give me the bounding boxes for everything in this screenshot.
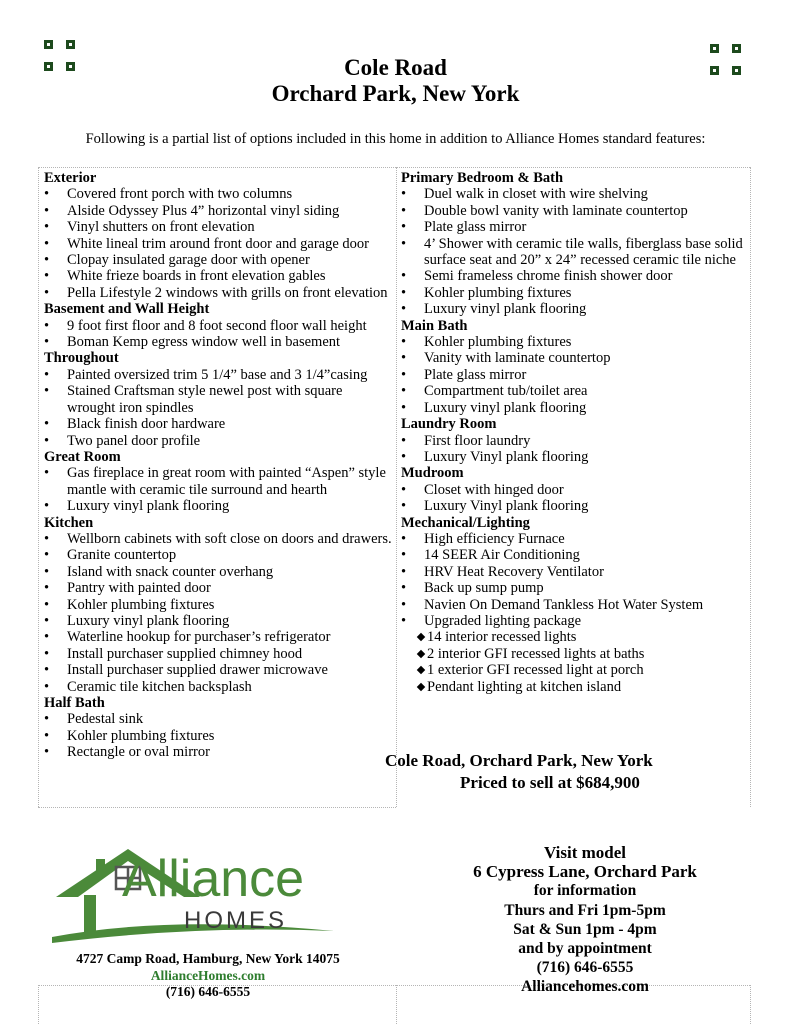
option-list bbox=[401, 433, 746, 466]
list-item: • Ceramic tile kitchen backsplash bbox=[44, 679, 394, 695]
visit-model-block bbox=[420, 843, 750, 997]
option-list bbox=[401, 531, 746, 629]
diamond-bullet-icon bbox=[417, 633, 425, 641]
list-item: • Duel walk in closet with wire shelving bbox=[401, 186, 746, 202]
list-item: • Navien On Demand Tankless Hot Water System bbox=[401, 597, 746, 613]
list-item: • Two panel door profile bbox=[44, 433, 394, 449]
sub-list-item bbox=[401, 662, 746, 678]
page-title: Cole Road bbox=[344, 55, 447, 80]
option-list bbox=[44, 711, 394, 760]
sub-list-item-text: Pendant lighting at kitchen island bbox=[427, 678, 622, 695]
option-list bbox=[44, 318, 394, 351]
list-item: • Back up sump pump bbox=[401, 580, 746, 596]
company-address-block bbox=[38, 951, 378, 1001]
list-item: • Luxury vinyl plank flooring bbox=[401, 301, 746, 317]
visit-website: Alliancehomes.com bbox=[521, 978, 649, 996]
list-item: • Kohler plumbing fixtures bbox=[401, 285, 746, 301]
section-heading: Half Bath bbox=[44, 695, 105, 711]
divider bbox=[38, 807, 396, 808]
list-item: • Closet with hinged door bbox=[401, 482, 746, 498]
page-subtitle: Orchard Park, New York bbox=[271, 81, 520, 106]
options-column-right bbox=[401, 170, 746, 695]
sub-list-item-text: 1 exterior GFI recessed light at porch bbox=[427, 662, 644, 679]
list-item: • 14 SEER Air Conditioning bbox=[401, 547, 746, 563]
option-list bbox=[44, 186, 394, 301]
price-amount: Priced to sell at $684,900 bbox=[460, 773, 640, 792]
list-item: • Compartment tub/toilet area bbox=[401, 383, 746, 399]
list-item: • Kohler plumbing fixtures bbox=[44, 728, 394, 744]
option-list bbox=[401, 334, 746, 416]
list-item: • Install purchaser supplied drawer microwave bbox=[44, 662, 394, 678]
option-list bbox=[44, 367, 394, 449]
visit-heading: Visit model bbox=[543, 843, 626, 862]
option-list bbox=[44, 531, 394, 695]
section-heading: Kitchen bbox=[44, 514, 94, 531]
divider bbox=[38, 167, 750, 168]
divider bbox=[750, 985, 751, 1024]
list-item: • Gas fireplace in great room with painted “Aspen” style mantle with ceramic tile surround and hearth bbox=[44, 465, 394, 498]
visit-phone: (716) 646-6555 bbox=[536, 959, 634, 977]
list-item: • Luxury vinyl plank flooring bbox=[401, 400, 746, 416]
logo-word-homes: HOMES bbox=[184, 907, 288, 934]
list-item: • Kohler plumbing fixtures bbox=[44, 597, 394, 613]
list-item: • Double bowl vanity with laminate countertop bbox=[401, 203, 746, 219]
section-heading: Laundry Room bbox=[401, 416, 497, 433]
list-item: • Waterline hookup for purchaser’s refrigerator bbox=[44, 629, 394, 645]
option-list bbox=[44, 465, 394, 514]
section-heading: Great Room bbox=[44, 448, 121, 465]
diamond-bullet-icon bbox=[417, 650, 425, 658]
list-item: • Black finish door hardware bbox=[44, 416, 394, 432]
visit-hours-weekday: Thurs and Fri 1pm-5pm bbox=[504, 901, 666, 919]
divider bbox=[396, 985, 397, 1024]
list-item: • Pella Lifestyle 2 windows with grills on front elevation bbox=[44, 285, 394, 301]
list-item: • Stained Craftsman style newel post with square wrought iron spindles bbox=[44, 383, 394, 416]
list-item: • Boman Kemp egress window well in basement bbox=[44, 334, 394, 350]
diamond-bullet-icon bbox=[417, 666, 425, 674]
divider bbox=[38, 167, 39, 807]
sub-list-item bbox=[401, 646, 746, 662]
section-heading: Main Bath bbox=[401, 317, 468, 334]
visit-appointment: and by appointment bbox=[518, 940, 652, 958]
alliance-homes-logo bbox=[48, 845, 338, 945]
list-item: • Pantry with painted door bbox=[44, 580, 394, 596]
company-address: 4727 Camp Road, Hamburg, New York 14075 bbox=[76, 951, 340, 966]
list-item: • Vanity with laminate countertop bbox=[401, 350, 746, 366]
visit-info: for information bbox=[533, 882, 637, 900]
section-heading: Throughout bbox=[44, 350, 119, 367]
list-item: • 4’ Shower with ceramic tile walls, fiberglass base solid surface seat and 20” x 24” recessed ceramic tile niche bbox=[401, 236, 746, 269]
sub-list-item-text: 14 interior recessed lights bbox=[427, 629, 577, 646]
list-item: • Rectangle or oval mirror bbox=[44, 744, 394, 760]
list-item: • Clopay insulated garage door with opener bbox=[44, 252, 394, 268]
list-item: • White frieze boards in front elevation gables bbox=[44, 268, 394, 284]
section-heading: Mudroom bbox=[401, 465, 464, 482]
intro-text: Following is a partial list of options included in this home in addition to Alliance Homes standard features: bbox=[85, 131, 706, 147]
list-item: • Pedestal sink bbox=[44, 711, 394, 727]
visit-hours-weekend: Sat & Sun 1pm - 4pm bbox=[513, 920, 657, 938]
options-column-left bbox=[44, 170, 394, 761]
sub-list-item bbox=[401, 629, 746, 645]
list-item: • First floor laundry bbox=[401, 433, 746, 449]
list-item: • HRV Heat Recovery Ventilator bbox=[401, 564, 746, 580]
section-heading: Basement and Wall Height bbox=[44, 301, 210, 318]
section-heading: Exterior bbox=[44, 170, 97, 186]
list-item: • Luxury vinyl plank flooring bbox=[44, 613, 394, 629]
sub-list-item bbox=[401, 679, 746, 695]
list-item: • High efficiency Furnace bbox=[401, 531, 746, 547]
list-item: • 9 foot first floor and 8 foot second floor wall height bbox=[44, 318, 394, 334]
section-heading: Primary Bedroom & Bath bbox=[401, 170, 564, 186]
list-item: • Semi frameless chrome finish shower door bbox=[401, 268, 746, 284]
company-phone: (716) 646-6555 bbox=[165, 984, 251, 999]
divider bbox=[396, 167, 397, 807]
company-website-link[interactable]: AllianceHomes.com bbox=[150, 967, 266, 983]
list-item: • Island with snack counter overhang bbox=[44, 564, 394, 580]
list-item: • White lineal trim around front door and garage door bbox=[44, 236, 394, 252]
list-item: • Install purchaser supplied chimney hood bbox=[44, 646, 394, 662]
option-list bbox=[401, 482, 746, 515]
list-item: • Covered front porch with two columns bbox=[44, 186, 394, 202]
list-item: • Alside Odyssey Plus 4” horizontal vinyl siding bbox=[44, 203, 394, 219]
sub-list-item-text: 2 interior GFI recessed lights at baths bbox=[427, 645, 645, 662]
list-item: • Luxury vinyl plank flooring bbox=[44, 498, 394, 514]
list-item: • Plate glass mirror bbox=[401, 219, 746, 235]
list-item: • Upgraded lighting package bbox=[401, 613, 746, 629]
list-item: • Luxury Vinyl plank flooring bbox=[401, 449, 746, 465]
price-block bbox=[380, 750, 720, 794]
divider bbox=[750, 167, 751, 807]
logo-word-alliance: Alliance bbox=[122, 850, 305, 908]
option-list bbox=[401, 186, 746, 317]
list-item: • Wellborn cabinets with soft close on doors and drawers. bbox=[44, 531, 394, 547]
list-item: • Granite countertop bbox=[44, 547, 394, 563]
diamond-bullet-icon bbox=[417, 682, 425, 690]
price-location: Cole Road, Orchard Park, New York bbox=[385, 751, 653, 770]
list-item: • Luxury Vinyl plank flooring bbox=[401, 498, 746, 514]
section-heading: Mechanical/Lighting bbox=[401, 514, 530, 531]
list-item: • Kohler plumbing fixtures bbox=[401, 334, 746, 350]
visit-address: 6 Cypress Lane, Orchard Park bbox=[473, 862, 697, 882]
list-item: • Plate glass mirror bbox=[401, 367, 746, 383]
list-item: • Painted oversized trim 5 1/4” base and 3 1/4”casing bbox=[44, 367, 394, 383]
list-item: • Vinyl shutters on front elevation bbox=[44, 219, 394, 235]
